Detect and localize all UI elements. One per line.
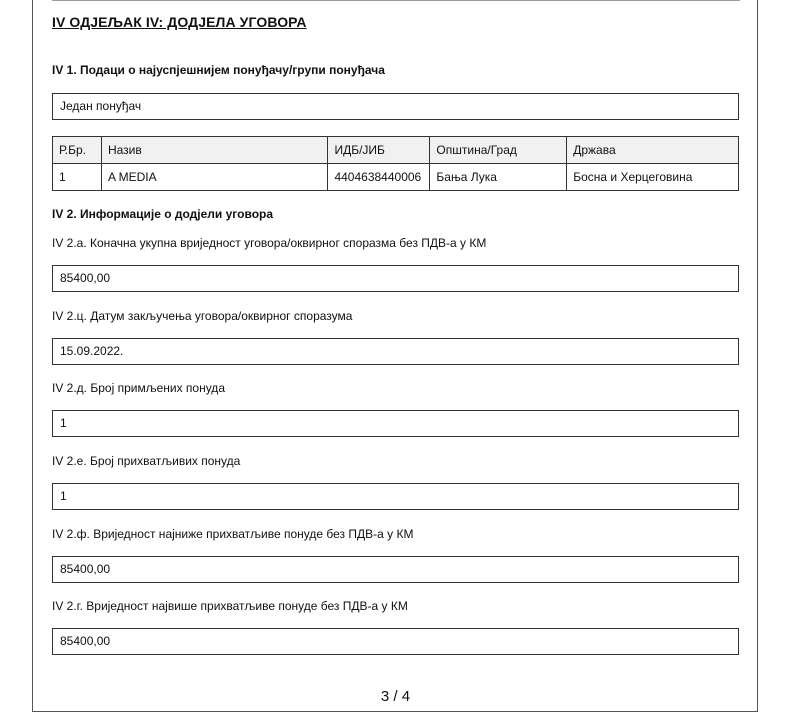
field-value-received-bids: 1 — [52, 410, 739, 437]
table-header-row — [53, 137, 739, 164]
table-row — [53, 164, 739, 191]
field-label-total-value: IV 2.а. Коначна укупна вриједност уговора/оквирног споразма без ПДВ-а у КМ — [52, 236, 487, 250]
bidders-table — [52, 136, 739, 191]
header-id: ИДБ/ЈИБ — [328, 137, 430, 164]
field-value-lowest-bid: 85400,00 — [52, 556, 739, 583]
page-number: 3 / 4 — [380, 688, 411, 705]
field-value-acceptable-bids: 1 — [52, 483, 739, 510]
field-value-highest-bid: 85400,00 — [52, 628, 739, 655]
header-rbr: Р.Бр. — [53, 137, 102, 164]
field-label-highest-bid: IV 2.г. Вриједност највише прихватљиве понуде без ПДВ-а у КМ — [52, 599, 408, 613]
iv2-title: IV 2. Информације о додјели уговора — [52, 207, 274, 221]
field-value-total-value: 85400,00 — [52, 265, 739, 292]
cell-rbr: 1 — [53, 164, 102, 191]
field-label-contract-date: IV 2.ц. Датум закључења уговора/оквирног споразума — [52, 309, 353, 323]
field-label-acceptable-bids: IV 2.е. Број прихватљивих понуда — [52, 454, 241, 468]
cell-name: A MEDIA — [101, 164, 328, 191]
header-country: Држава — [567, 137, 739, 164]
header-name: Назив — [101, 137, 328, 164]
section-title: IV ОДЈЕЉАК IV: ДОДЈЕЛА УГОВОРА — [52, 14, 307, 30]
header-municipality: Општина/Град — [430, 137, 567, 164]
iv1-title: IV 1. Подаци о најуспјешнијем понуђачу/групи понуђача — [52, 63, 385, 77]
cell-country: Босна и Херцеговина — [567, 164, 739, 191]
cell-municipality: Бања Лука — [430, 164, 567, 191]
cell-id: 4404638440006 — [328, 164, 430, 191]
field-label-received-bids: IV 2.д. Број примљених понуда — [52, 381, 225, 395]
top-divider — [52, 0, 740, 1]
bidder-type-field: Један понуђач — [52, 93, 739, 120]
field-label-lowest-bid: IV 2.ф. Вриједност најниже прихватљиве понуде без ПДВ-а у КМ — [52, 527, 414, 541]
field-value-contract-date: 15.09.2022. — [52, 338, 739, 365]
